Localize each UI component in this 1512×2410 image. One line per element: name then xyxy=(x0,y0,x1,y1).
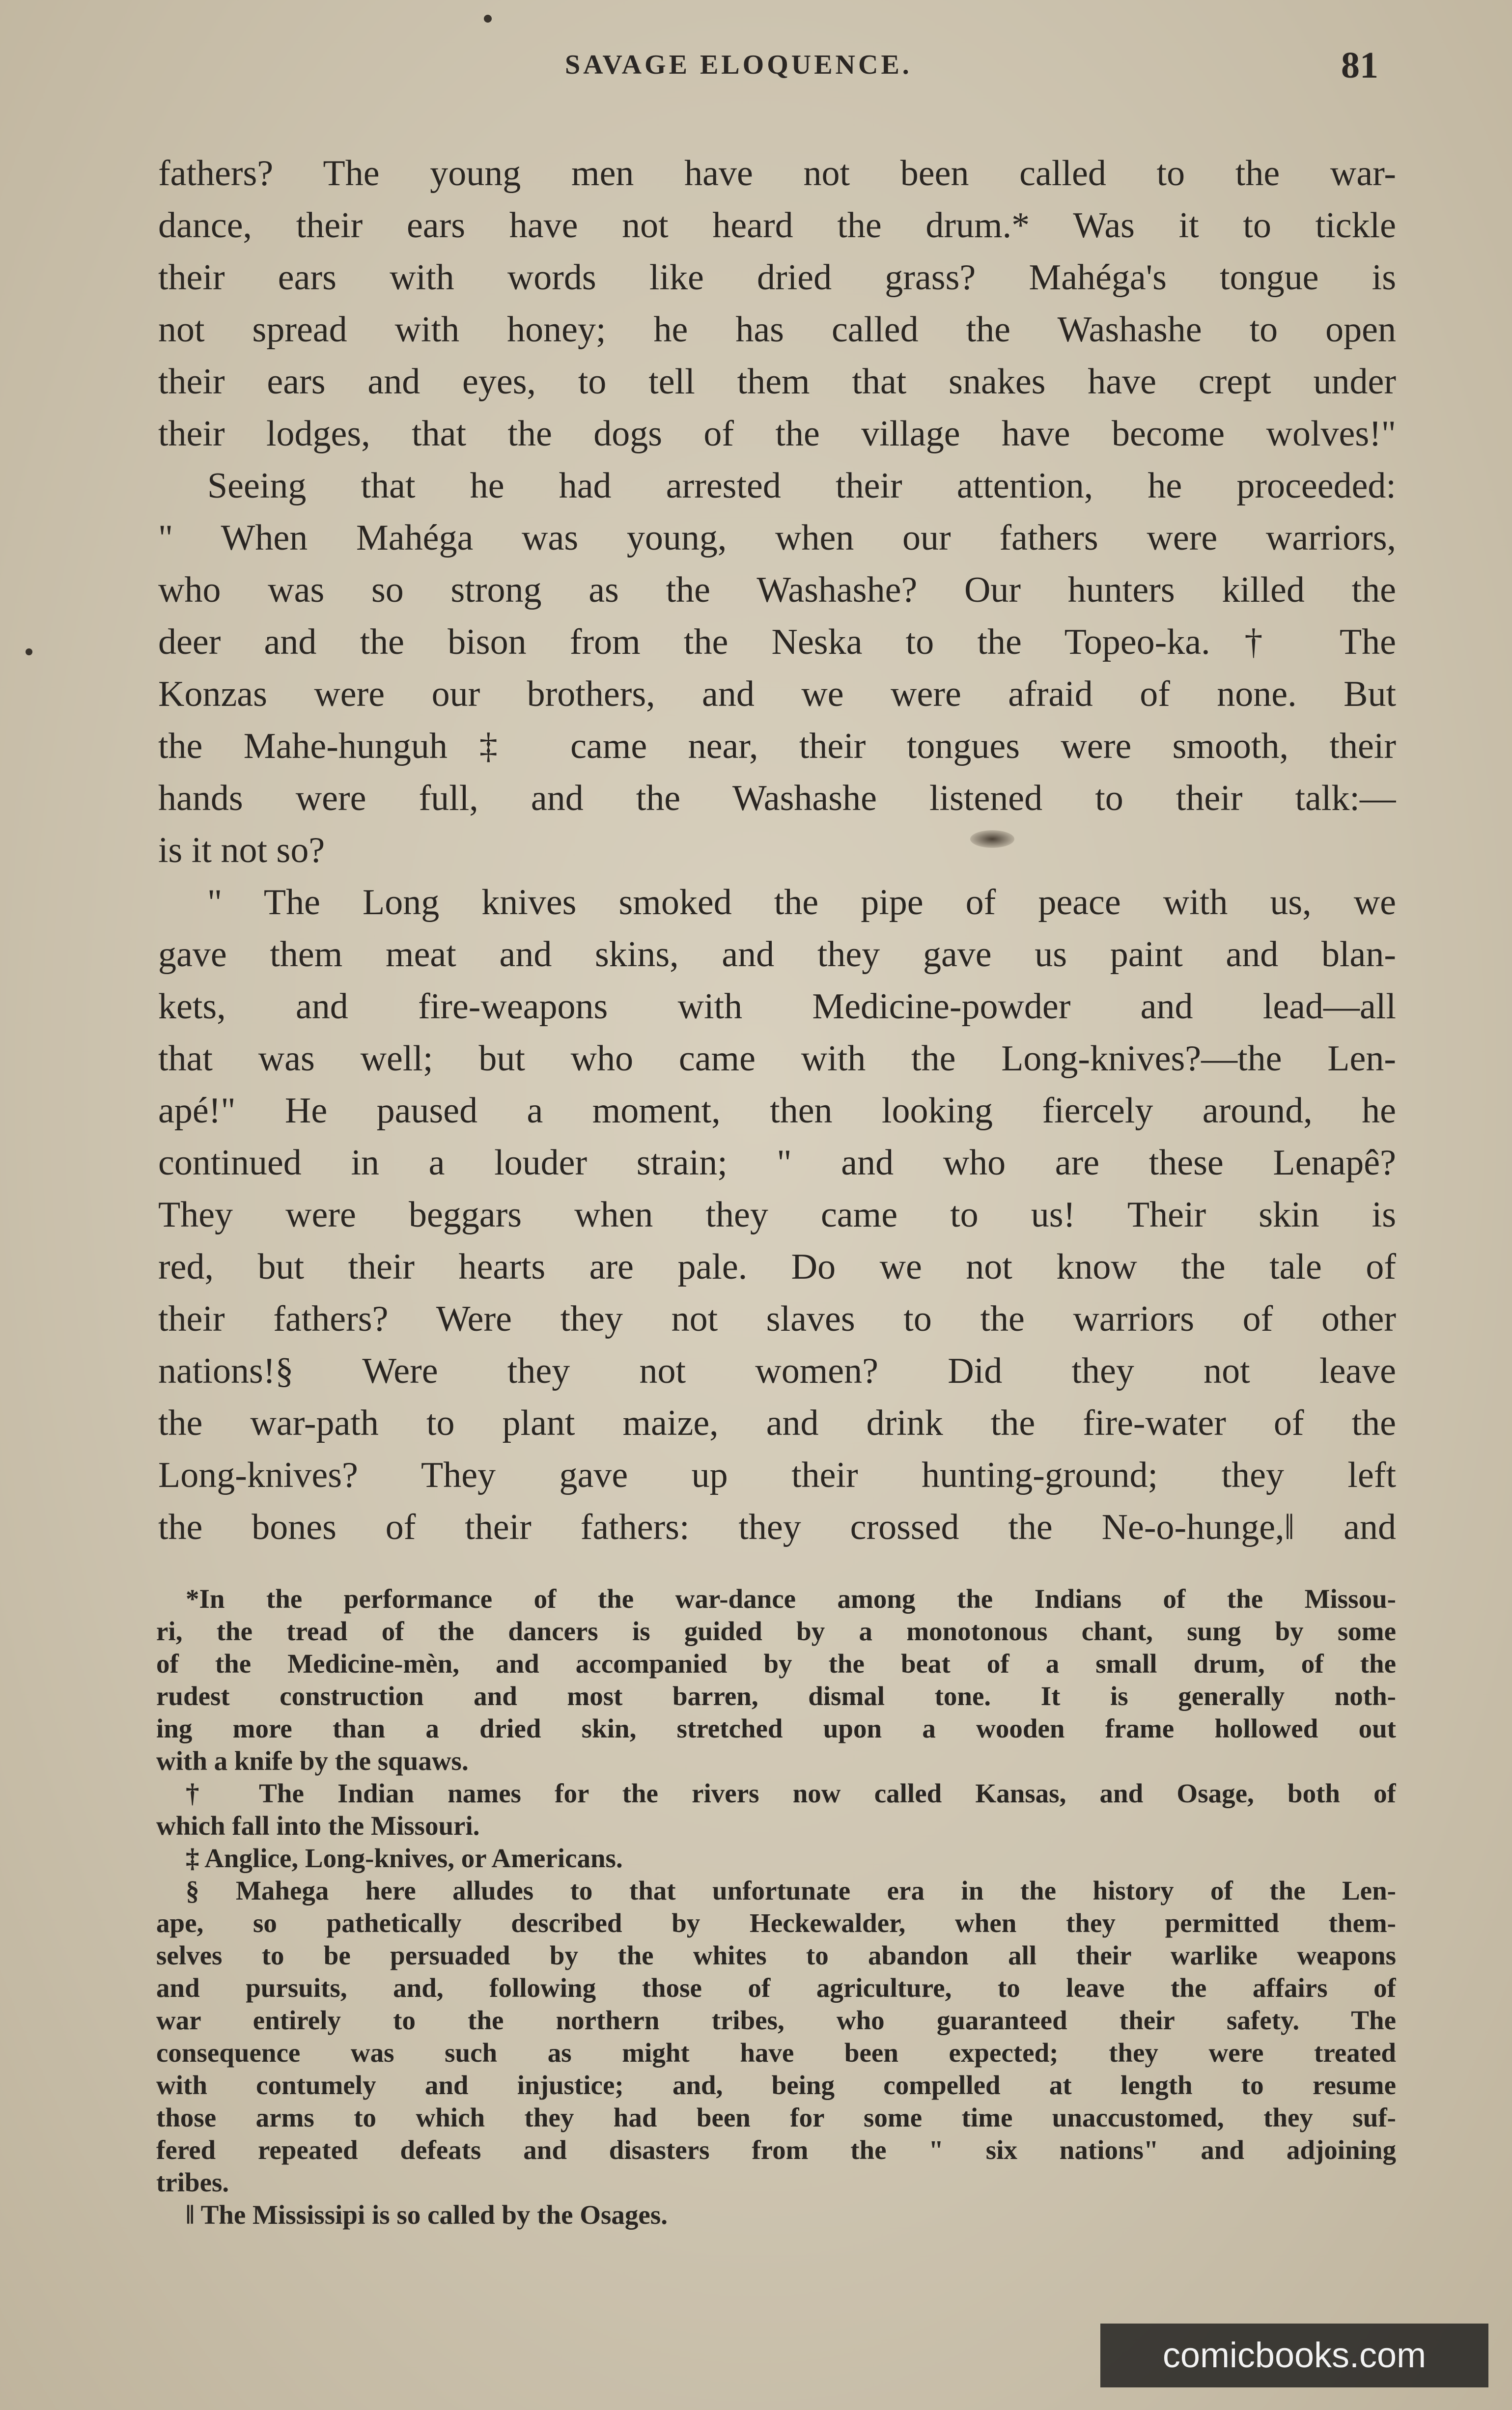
body-line: apé!" He paused a moment, then looking fiercely around, he xyxy=(158,1091,1396,1131)
page-number: 81 xyxy=(1341,45,1378,86)
running-head: SAVAGE ELOQUENCE. xyxy=(565,50,912,80)
footnotes xyxy=(156,1583,1396,2231)
body-line: continued in a louder strain; " and who are these Lenapê? xyxy=(158,1143,1396,1183)
body-line: red, but their hearts are pale. Do we not know the tale of xyxy=(158,1247,1396,1287)
body-line: the bones of their fathers: they crossed the Ne-o-hunge,‖ and xyxy=(158,1507,1396,1547)
body-text xyxy=(158,147,1396,1553)
footnote-line: † The Indian names for the rivers now called Kansas, and Osage, both of xyxy=(186,1778,1396,1808)
watermark: comicbooks.com xyxy=(1100,2324,1488,2387)
body-line: They were beggars when they came to us! Their skin is xyxy=(158,1195,1396,1235)
body-line: the Mahe-hunguh‡ came near, their tongues were smooth, their xyxy=(158,726,1396,766)
footnote-line: ri, the tread of the dancers is guided by a monotonous chant, sung by some xyxy=(156,1616,1396,1646)
body-line: not spread with honey; he has called the Washashe to open xyxy=(158,309,1396,350)
body-line: nations!§ Were they not women? Did they not leave xyxy=(158,1351,1396,1391)
footnote-line: § Mahega here alludes to that unfortunate era in the history of the Len- xyxy=(186,1876,1396,1906)
ink-speck xyxy=(26,648,32,655)
body-line: their lodges, that the dogs of the village have become wolves!" xyxy=(158,414,1396,454)
footnote-line: with contumely and injustice; and, being compelled at length to resume xyxy=(156,2070,1396,2100)
footnote-line: selves to be persuaded by the whites to abandon all their warlike weapons xyxy=(156,1940,1396,1970)
footnote-line: and pursuits, and, following those of agriculture, to leave the affairs of xyxy=(156,1973,1396,2003)
body-line: who was so strong as the Washashe? Our hunters killed the xyxy=(158,570,1396,610)
ink-speck xyxy=(484,15,492,23)
footnote-line: ing more than a dried skin, stretched upon a wooden frame hollowed out xyxy=(156,1713,1396,1743)
body-line: Konzas were our brothers, and we were afraid of none. But xyxy=(158,674,1396,714)
body-line: gave them meat and skins, and they gave us paint and blan- xyxy=(158,934,1396,975)
footnote-line: ‖ The Mississipi is so called by the Osages. xyxy=(186,2200,668,2230)
body-line: the war-path to plant maize, and drink the fire-water of the xyxy=(158,1403,1396,1443)
footnote-line: of the Medicine-mèn, and accompanied by the beat of a small drum, of the xyxy=(156,1649,1396,1679)
footnote-line: *In the performance of the war-dance among the Indians of the Missou- xyxy=(186,1584,1396,1614)
body-line: their ears and eyes, to tell them that snakes have crept under xyxy=(158,362,1396,402)
footnote-line: fered repeated defeats and disasters from the " six nations" and adjoining xyxy=(156,2135,1396,2165)
footnote-line: rudest construction and most barren, dismal tone. It is generally noth- xyxy=(156,1681,1396,1711)
footnote-line: ‡ Anglice, Long-knives, or Americans. xyxy=(186,1843,623,1873)
footnote-line: war entirely to the northern tribes, who guaranteed their safety. The xyxy=(156,2005,1396,2035)
body-line: Seeing that he had arrested their attention, he proceeded: xyxy=(207,466,1396,506)
body-line: Long-knives? They gave up their hunting-ground; they left xyxy=(158,1455,1396,1495)
body-line: deer and the bison from the Neska to the Topeo-ka.† The xyxy=(158,622,1396,662)
body-line: is it not so? xyxy=(158,830,325,870)
footnote-line: ape, so pathetically described by Heckewalder, when they permitted them- xyxy=(156,1908,1396,1938)
footnote-line: with a knife by the squaws. xyxy=(156,1746,469,1776)
body-line: " The Long knives smoked the pipe of peace with us, we xyxy=(207,882,1396,923)
body-line: " When Mahéga was young, when our fathers were warriors, xyxy=(158,518,1396,558)
body-line: that was well; but who came with the Long-knives?—the Len- xyxy=(158,1038,1396,1079)
footnote-line: those arms to which they had been for some time unaccustomed, they suf- xyxy=(156,2102,1396,2132)
footnote-line: which fall into the Missouri. xyxy=(156,1811,480,1841)
footnote-line: tribes. xyxy=(156,2167,229,2197)
body-line: dance, their ears have not heard the drum.* Was it to tickle xyxy=(158,205,1396,246)
body-line: their fathers? Were they not slaves to the warriors of other xyxy=(158,1299,1396,1339)
body-line: hands were full, and the Washashe listened to their talk:— xyxy=(158,778,1396,818)
body-line: kets, and fire-weapons with Medicine-powder and lead—all xyxy=(158,986,1396,1027)
body-line: their ears with words like dried grass? Mahéga's tongue is xyxy=(158,257,1396,298)
body-line: fathers? The young men have not been called to the war- xyxy=(158,153,1396,194)
footnote-line: consequence was such as might have been expected; they were treated xyxy=(156,2038,1396,2068)
